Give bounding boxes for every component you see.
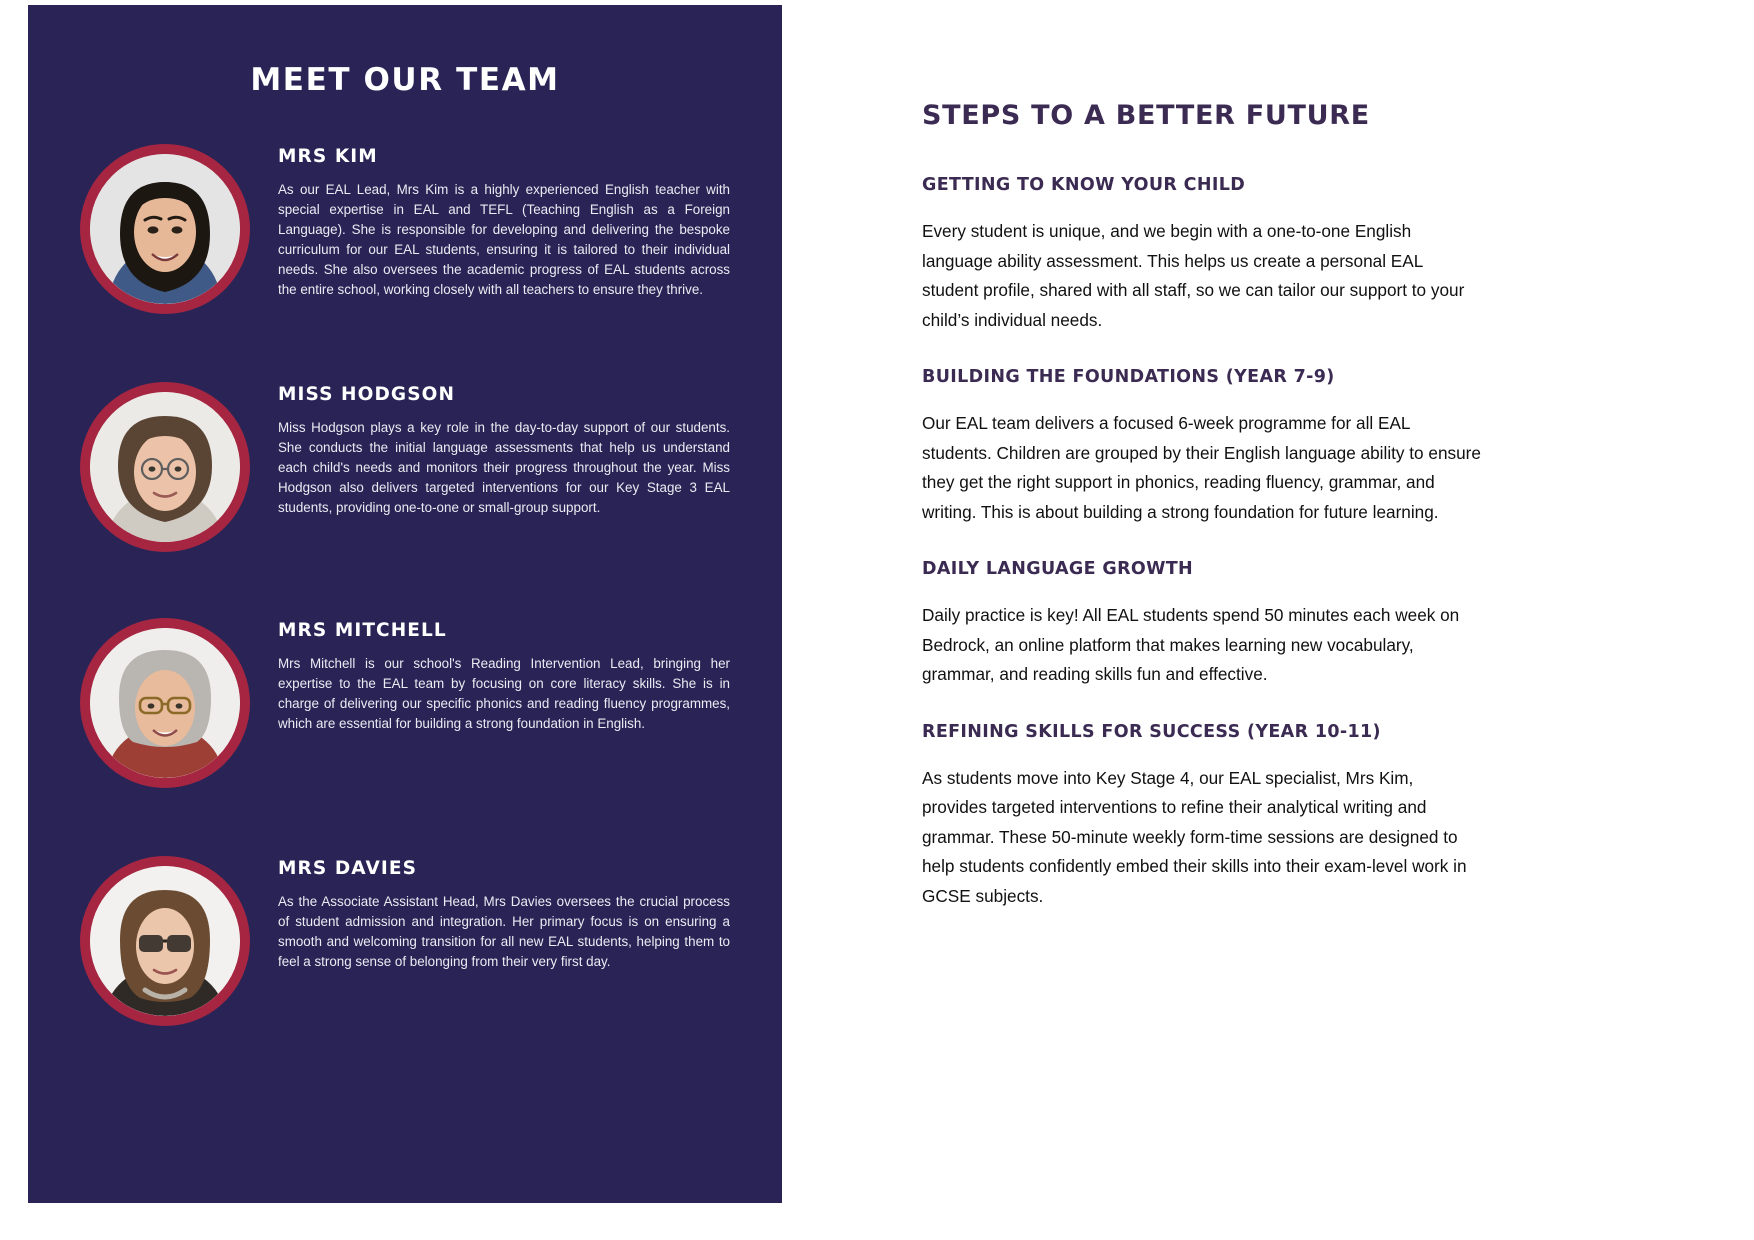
team-member-card [28, 618, 782, 788]
team-member-card [28, 856, 782, 1026]
page-title: MEET OUR TEAM [250, 62, 560, 98]
meet-our-team-panel [28, 5, 782, 1203]
portrait-photo-icon [90, 392, 240, 542]
team-member-name: MRS MITCHELL [278, 620, 447, 641]
avatar [80, 856, 250, 1026]
step-heading-refining-skills-for-success: REFINING SKILLS FOR SUCCESS (YEAR 10-11) [922, 721, 1381, 742]
steps-to-a-better-future-column [922, 100, 1482, 911]
team-member-bio: As the Associate Assistant Head, Mrs Davies oversees the crucial process of student admission and integration. Her primary focus is on ensuring a smooth and welcoming transition for all new EAL students, helping them to feel a strong sense of belonging from their very first day. [278, 894, 730, 970]
step-heading-building-the-foundations: BUILDING THE FOUNDATIONS (YEAR 7-9) [922, 367, 1335, 387]
team-member-name: MISS HODGSON [278, 384, 456, 405]
team-member-text [278, 618, 730, 734]
step-body-refining-skills-for-success: As students move into Key Stage 4, our EAL specialist, Mrs Kim, provides targeted interventions to refine their analytical writing and grammar. These 50-minute weekly form-time sessions are designed to help students confidently embed their skills into their exam-level work in GCSE subjects. [922, 767, 1467, 906]
portrait-photo-icon [90, 628, 240, 778]
step-heading-daily-language-growth: DAILY LANGUAGE GROWTH [922, 559, 1194, 579]
team-member-card [28, 144, 782, 314]
team-member-text [278, 382, 730, 518]
avatar [80, 144, 250, 314]
team-member-name: MRS DAVIES [278, 858, 418, 879]
team-member-text [278, 144, 730, 301]
step-heading-getting-to-know-your-child: GETTING TO KNOW YOUR CHILD [922, 175, 1246, 195]
step-body-getting-to-know-your-child: Every student is unique, and we begin with a one-to-one English language ability assessment. This helps us create a personal EAL student profile, shared with all staff, so we can tailor our support to your child’s individual needs. [922, 221, 1465, 330]
step-body-daily-language-growth: Daily practice is key! All EAL students spend 50 minutes each week on Bedrock, an online platform that makes learning new vocabulary, grammar, and reading skills fun and effective. [922, 605, 1460, 684]
steps-title: STEPS TO A BETTER FUTURE [922, 100, 1370, 131]
team-member-name: MRS KIM [278, 146, 378, 167]
avatar [80, 382, 250, 552]
team-member-card [28, 382, 782, 552]
portrait-photo-icon [90, 154, 240, 304]
team-member-text [278, 856, 730, 972]
team-member-bio: Mrs Mitchell is our school's Reading Intervention Lead, bringing her expertise to the EAL team by focusing on core literacy skills. She is in charge of delivering our specific phonics and reading fluency programmes, which are essential for building a strong foundation in English. [278, 656, 730, 732]
team-member-bio: Miss Hodgson plays a key role in the day-to-day support of our students. She conducts the initial language assessments that help us understand each child's needs and monitors their progress throughout the year. Miss Hodgson also delivers targeted interventions for our Key Stage 3 EAL students, providing one-to-one or small-group support. [278, 420, 730, 516]
step-body-building-the-foundations: Our EAL team delivers a focused 6-week programme for all EAL students. Children are grouped by their English language ability to ensure they get the right support in phonics, reading fluency, grammar, and writing. This is about building a strong foundation for future learning. [922, 413, 1481, 522]
portrait-photo-icon [90, 866, 240, 1016]
avatar [80, 618, 250, 788]
team-member-bio: As our EAL Lead, Mrs Kim is a highly experienced English teacher with special expertise in EAL and TEFL (Teaching English as a Foreign Language). She is responsible for developing and delivering the bespoke curriculum for our EAL students, ensuring it is tailored to their individual needs. She also oversees the academic progress of EAL students across the entire school, working closely with all teachers to ensure they thrive. [278, 182, 730, 298]
